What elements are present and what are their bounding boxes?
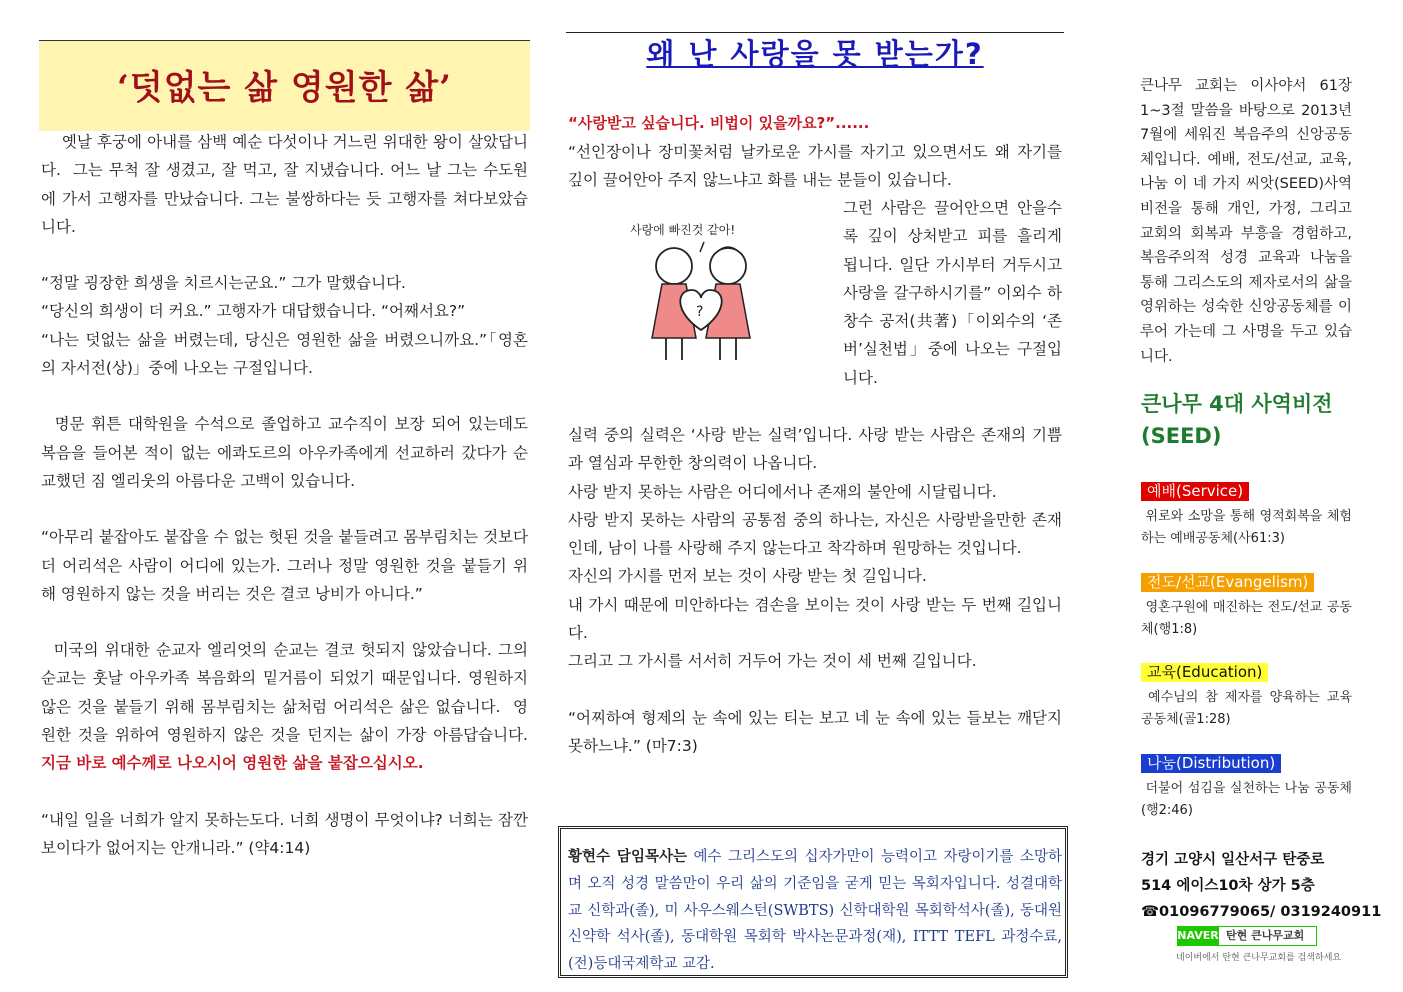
middle-paragraph-2: 사랑 받지 못하는 사람은 어디에서나 존재의 불안에 시달립니다. xyxy=(568,482,997,501)
vision-desc-education: 예수님의 참 제자를 양육하는 교육 공동체(골1:28) xyxy=(1141,690,1357,727)
pastor-profile-text xyxy=(568,844,1062,978)
phone-number: ☎01096779065/ 0319240911 xyxy=(1141,904,1382,920)
middle-quote-intro: “선인장이나 장미꽃처럼 날카로운 가시를 자기고 있으면서도 왜 자기를 깊이 끌어안아 주지 않느냐고 화를 내는 분들이 있습니다. xyxy=(568,143,1062,190)
pastor-name: 황현수 담임목사는 xyxy=(568,849,687,865)
left-paragraph-1: 옛날 후궁에 아내를 삼백 예순 다섯이나 거느린 위대한 왕이 살았답니다. 그는 무척 잘 생겼고, 잘 먹고, 잘 지냈습니다. 어느 날 그는 수도원에 가서 고행자를 만났습니다. 그는 불쌍하다는 듯 고행자를 쳐다보았습니다. xyxy=(41,133,528,236)
left-article-title: ‘덧없는 삶 영원한 삶’ xyxy=(117,68,452,108)
left-paragraph-3: “아무리 붙잡아도 붙잡을 수 없는 헛된 것을 붙들려고 몸부림치는 것보다 더 어리석은 사람이 어디에 있는가. 그러나 정말 영원한 것을 붙들기 위해 영원하지 않는 것을 버리는 것은 결코 낭비가 아니다.” xyxy=(41,528,528,603)
naver-search-keyword[interactable]: 탄현 큰나무교회 xyxy=(1226,929,1305,942)
vision-desc-distribution: 더불어 섬김을 실천하는 나눔 공동체(행2:46) xyxy=(1141,781,1352,818)
left-paragraph-2: 명문 휘튼 대학원을 수석으로 졸업하고 교수직이 보장 되어 있는데도 복음을 들어본 적이 없는 에콰도르의 아우카족에게 선교하러 갔다가 순교했던 짐 엘리웃의 아름다운 고백이 있습니다. xyxy=(41,415,533,490)
middle-paragraph-4: 자신의 가시를 먼저 보는 것이 사랑 받는 첫 길입니다. xyxy=(568,567,927,586)
left-paragraph-4-text: 미국의 위대한 순교자 엘리엇의 순교는 결코 헛되지 않았습니다. 그의 순교는 훗날 아우카족 복음화의 밑거름이 되었기 때문입니다. 영원하지 않은 것을 붙들기 위해 몸부림치는 삶처럼 어리석은 삶은 없습니다. 영원한 것을 위하여 영원하지 않은 것을 던지는 삶이 가장 아름답습니다. xyxy=(41,641,533,745)
couple-heart-illustration xyxy=(604,208,800,380)
middle-scripture: “어찌하여 형제의 눈 속에 있는 티는 보고 네 눈 속에 있는 들보는 깨닫지 못하느냐.” (마7:3) xyxy=(568,708,1062,755)
left-call-to-action: 지금 바로 예수께로 나오시어 영원한 삶을 붙잡으십시오. xyxy=(41,754,424,773)
vision-heading xyxy=(1141,388,1333,452)
vision-badge-service: 예배(Service) xyxy=(1141,482,1249,501)
svg-text:?: ? xyxy=(696,304,704,320)
middle-article-body xyxy=(568,421,1062,760)
left-quote-3: “나는 덧없는 삶을 버렸는데, 당신은 영원한 삶을 버렸으니까요.”「영혼의 자서전(상)」중에 나오는 구절입니다. xyxy=(41,330,528,378)
vision-badge-evangelism: 전도/선교(Evangelism) xyxy=(1141,573,1314,592)
address-line-1: 경기 고양시 일산서구 탄중로 xyxy=(1141,852,1325,868)
vision-desc-evangelism: 영혼구원에 매진하는 전도/선교 공동체(행1:8) xyxy=(1141,600,1352,637)
vision-badge-distribution: 나눔(Distribution) xyxy=(1141,754,1281,773)
vision-desc-service: 위로와 소망을 통해 영적회복을 체험하는 예배공동체(사61:3) xyxy=(1141,509,1352,546)
left-quote-1: “정말 굉장한 희생을 치르시는군요.” 그가 말했습니다. xyxy=(41,274,406,293)
middle-quote-continued: 그런 사람은 끌어안으면 안을수록 깊이 상처받고 피를 흘리게 됩니다. 일단 가시부터 거두시고 사랑을 갈구하시기를” 이외수 하창수 공저(共著)「이외수의 ‘존버’실천법」중에 나오는 구절입니다. xyxy=(843,199,1062,387)
illustration-caption: 사랑에 빠진것 같아! xyxy=(630,223,736,237)
left-scripture: “내일 일을 너희가 알지 못하는도다. 너희 생명이 무엇이냐? 너희는 잠깐 보이다가 없어지는 안개니라.” (약4:14) xyxy=(41,810,528,857)
naver-search-caption: 네이버에서 탄현 큰나무교회를 검색하세요 xyxy=(1176,953,1342,963)
middle-paragraph-1: 실력 중의 실력은 ‘사랑 받는 실력’입니다. 사랑 받는 사람은 존재의 기쁨과 열심과 무한한 창의력이 나옵니다. xyxy=(568,426,1062,473)
middle-lead-question: “사랑받고 싶습니다. 비법이 있을까요?”...... xyxy=(568,114,870,132)
address-line-2: 514 에이스10차 상가 5층 xyxy=(1141,878,1315,894)
left-paragraph-4 xyxy=(41,636,533,777)
church-address xyxy=(1141,847,1381,925)
middle-paragraph-6: 그리고 그 가시를 서서히 거두어 가는 것이 세 번째 길입니다. xyxy=(568,652,977,671)
vision-heading-line-1: 큰나무 4대 사역비전 xyxy=(1141,392,1333,416)
left-article-body xyxy=(41,128,533,862)
vision-badge-education: 교육(Education) xyxy=(1141,663,1268,682)
pastor-bio: 예수 그리스도의 십자가만이 능력이고 자랑이기를 소망하며 오직 성경 말씀만이 우리 삶의 기준임을 굳게 믿는 목회자입니다. 성결대학교 신학과(졸), 미 사우스웨스턴(SWBTS) 신학대학원 목회학석사(졸), 동대원 신약학 석사(졸), 동대학원 목회학 박사논문과정(재), ITTT TEFL 과정수료, (전)등대국제학교 교감. xyxy=(568,849,1063,973)
middle-paragraph-5: 내 가시 때문에 미안하다는 겸손을 보이는 것이 사랑 받는 두 번째 길입니다. xyxy=(568,595,1062,643)
vision-heading-line-2: (SEED) xyxy=(1141,424,1222,448)
left-quote-2: “당신의 희생이 더 커요.” 고행자가 대답했습니다. “어째서요?” xyxy=(41,302,466,321)
church-introduction: 큰나무 교회는 이사야서 61장 1~3절 말씀을 바탕으로 2013년 7월에 세워진 복음주의 신앙공동체입니다. 예배, 전도/선교, 교육, 나눔 이 네 가지 씨앗(SEED)사역비전을 통해 개인, 가정, 그리고 교회의 회복과 부흥을 경험하고, 복음주의적 성경 교육과 나눔을 통해 그리스도의 제자로서의 삶을 영위하는 성숙한 신앙공동체를 이루어 가는데 그 사명을 두고 있습니다. xyxy=(1140,78,1352,365)
middle-article-title: 왜 난 사랑을 못 받는가? xyxy=(646,37,984,71)
middle-paragraph-3: 사랑 받지 못하는 사람의 공통점 중의 하나는, 자신은 사랑받을만한 존재인데, 남이 나를 사랑해 주지 않는다고 착각하며 원망하는 것입니다. xyxy=(568,510,1062,558)
naver-logo: NAVER xyxy=(1177,926,1219,946)
